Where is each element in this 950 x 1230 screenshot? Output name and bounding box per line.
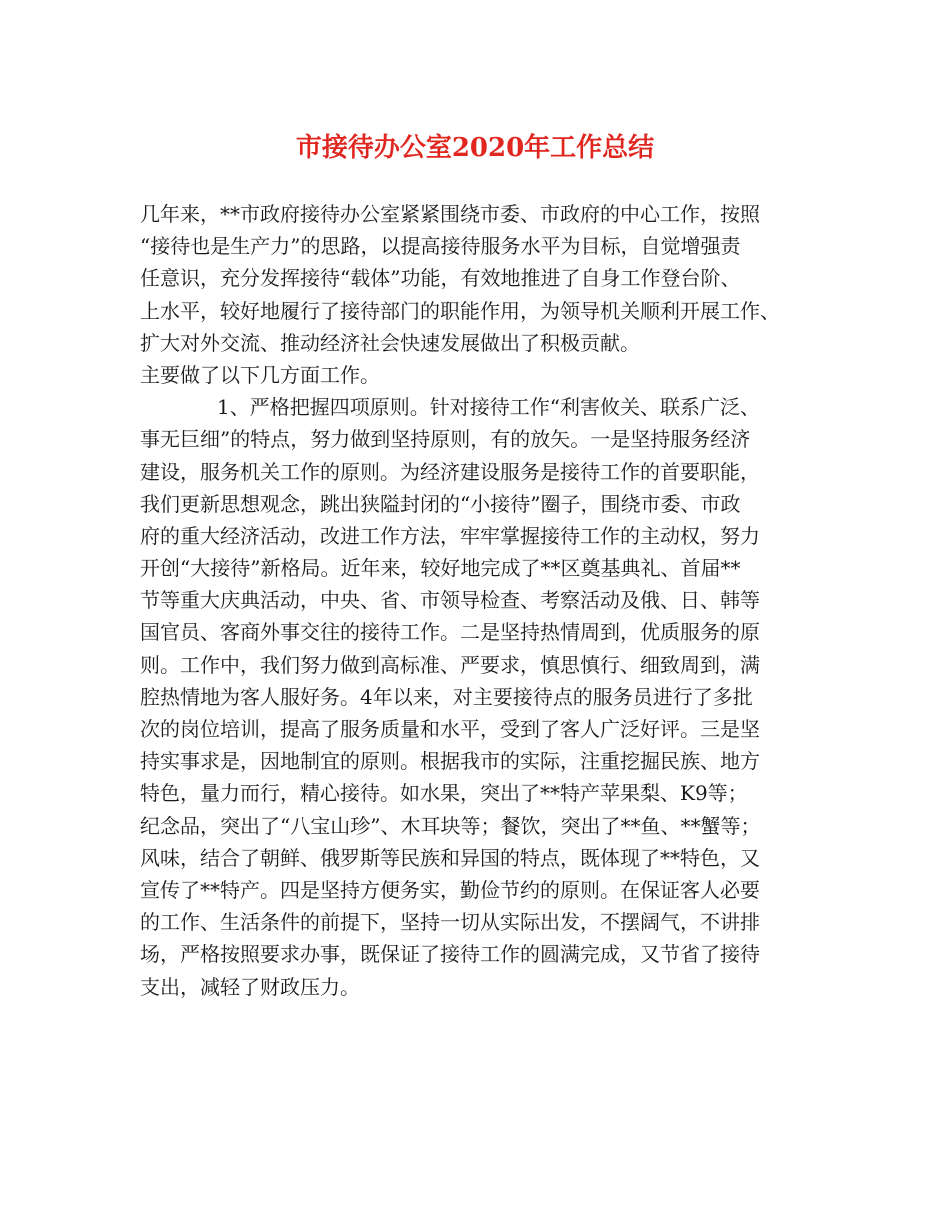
body-line: 支出，减轻了财政压力。 <box>140 974 360 999</box>
body-line: 腔热情地为客人服好务。4年以来，对主要接待点的服务员进行了多批 <box>140 684 753 709</box>
body-line: 纪念品，突出了“八宝山珍”、木耳块等；餐饮，突出了**鱼、**蟹等； <box>140 813 761 838</box>
body-line: 的工作、生活条件的前提下，坚持一切从实际出发，不摆阔气，不讲排 <box>140 910 760 935</box>
body-line: 节等重大庆典活动，中央、省、市领导检查、考察活动及俄、日、韩等 <box>140 588 760 613</box>
body-line: 特色，量力而行，精心接待。如水果，突出了**特产苹果梨、K9等； <box>140 781 748 806</box>
body-line: 主要做了以下几方面工作。 <box>140 362 380 387</box>
body-line: 则。工作中，我们努力做到高标准、严要求，慎思慎行、细致周到，满 <box>140 652 760 677</box>
body-line: 风味，结合了朝鲜、俄罗斯等民族和异国的特点，既体现了**特色，又 <box>140 845 760 870</box>
document-body <box>140 198 830 1003</box>
body-line: “接待也是生产力”的思路，以提高接待服务水平为目标，自觉增强责 <box>140 234 741 259</box>
body-line: 我们更新思想观念，跳出狭隘封闭的“小接待”圈子，围绕市委、市政 <box>140 491 741 516</box>
body-line: 国官员、客商外事交往的接待工作。二是坚持热情周到，优质服务的原 <box>140 620 760 645</box>
body-line: 上水平，较好地履行了接待部门的职能作用，为领导机关顺利开展工作、 <box>140 298 780 323</box>
body-line: 事无巨细”的特点，努力做到坚持原则，有的放矢。一是坚持服务经济 <box>140 427 751 452</box>
body-line: 宣传了**特产。四是坚持方便务实，勤俭节约的原则。在保证客人必要 <box>140 877 760 902</box>
section-heading-line: 1、严格把握四项原则。针对接待工作“利害攸关、联系广泛、 <box>217 395 760 420</box>
body-line: 几年来，**市政府接待办公室紧紧围绕市委、市政府的中心工作，按照 <box>140 202 760 226</box>
body-line: 次的岗位培训，提高了服务质量和水平，受到了客人广泛好评。三是坚 <box>140 717 760 741</box>
body-line: 建设，服务机关工作的原则。为经济建设服务是接待工作的首要职能， <box>140 459 760 484</box>
body-line: 场，严格按照要求办事，既保证了接待工作的圆满完成，又节省了接待 <box>140 942 760 967</box>
document-title: 市接待办公室2020年工作总结 <box>295 133 655 163</box>
body-line: 持实事求是，因地制宜的原则。根据我市的实际，注重挖掘民族、地方 <box>140 749 760 774</box>
body-line: 府的重大经济活动，改进工作方法，牢牢掌握接待工作的主动权，努力 <box>140 523 760 548</box>
body-line: 开创“大接待”新格局。近年来，较好地完成了**区奠基典礼、首届** <box>140 556 741 581</box>
body-line: 任意识，充分发挥接待“载体”功能，有效地推进了自身工作登台阶、 <box>140 266 741 291</box>
body-line: 扩大对外交流、推动经济社会快速发展做出了积极贡献。 <box>140 330 640 355</box>
